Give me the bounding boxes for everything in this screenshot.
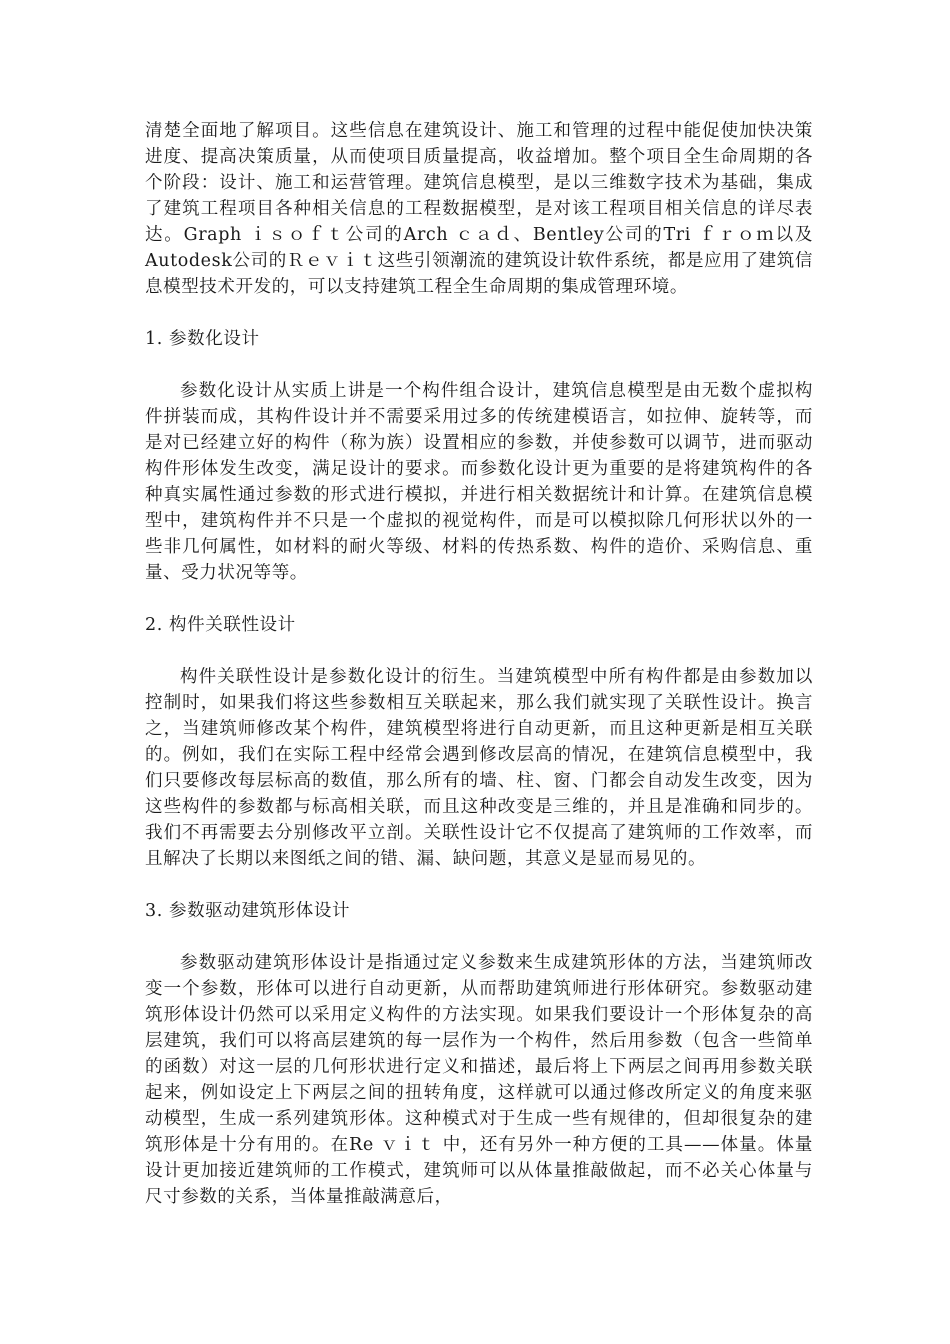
- section-body-parametric-design: 参数化设计从实质上讲是一个构件组合设计，建筑信息模型是由无数个虚拟构件拼装而成，其构件设计并不需要采用过多的传统建模语言，如拉伸、旋转等，而是对已经建立好的构件（称为族）设置相应的参数，并使参数可以调节，进而驱动构件形体发生改变，满足设计的要求。而参数化设计更为重要的是将建筑构件的各种真实属性通过参数的形式进行模拟，并进行相关数据统计和计算。在建筑信息模型中，建筑构件并不只是一个虚拟的视觉构件，而是可以模拟除几何形状以外的一些非几何属性，如材料的耐火等级、材料的传热系数、构件的造价、采购信息、重量、受力状况等等。: [145, 381, 813, 583]
- section-body-component-association: 构件关联性设计是参数化设计的衍生。当建筑模型中所有构件都是由参数加以控制时，如果我们将这些参数相互关联起来，那么我们就实现了关联性设计。换言之，当建筑师修改某个构件，建筑模型将进行自动更新，而且这种更新是相互关联的。例如，我们在实际工程中经常会遇到修改层高的情况，在建筑信息模型中，我们只要修改每层标高的数值，那么所有的墙、柱、窗、门都会自动发生改变，因为这些构件的参数都与标高相关联，而且这种改变是三维的，并且是准确和同步的。我们不再需要去分别修改平立剖。关联性设计它不仅提高了建筑师的工作效率，而且解决了长期以来图纸之间的错、漏、缺问题，其意义是显而易见的。: [145, 667, 813, 869]
- document-body: [145, 118, 813, 1236]
- section-body-parametric-form: 参数驱动建筑形体设计是指通过定义参数来生成建筑形体的方法，当建筑师改变一个参数，形体可以进行自动更新，从而帮助建筑师进行形体研究。参数驱动建筑形体设计仍然可以采用定义构件的方法实现。如果我们要设计一个形体复杂的高层建筑，我们可以将高层建筑的每一层作为一个构件，然后用参数（包含一些简单的函数）对这一层的几何形状进行定义和描述，最后将上下两层之间再用参数关联起来，例如设定上下两层之间的扭转角度，这样就可以通过修改所定义的角度来驱动模型，生成一系列建筑形体。这种模式对于生成一些有规律的，但却很复杂的建筑形体是十分有用的。在Re ｖｉｔ 中，还有另外一种方便的工具——体量。体量设计更加接近建筑师的工作模式，建筑师可以从体量推敲做起，而不必关心体量与尺寸参数的关系，当体量推敲满意后，: [145, 953, 813, 1207]
- section-heading-component-association: 2. 构件关联性设计: [145, 615, 296, 635]
- intro-paragraph: 清楚全面地了解项目。这些信息在建筑设计、施工和管理的过程中能促使加快决策进度、提高决策质量，从而使项目质量提高，收益增加。整个项目全生命周期的各个阶段：设计、施工和运营管理。建筑信息模型，是以三维数字技术为基础，集成了建筑工程项目各种相关信息的工程数据模型，是对该工程项目相关信息的详尽表达。Graph ｉｓｏｆｔ公司的Arch ｃａｄ、Bentley公司的Tri ｆｒｏｍ以及Autodesk公司的Ｒｅｖｉｔ这些引领潮流的建筑设计软件系统，都是应用了建筑信息模型技术开发的，可以支持建筑工程全生命周期的集成管理环境。: [145, 121, 813, 297]
- section-heading-parametric-form: 3. 参数驱动建筑形体设计: [145, 901, 351, 921]
- section-heading-parametric-design: 1. 参数化设计: [145, 329, 260, 349]
